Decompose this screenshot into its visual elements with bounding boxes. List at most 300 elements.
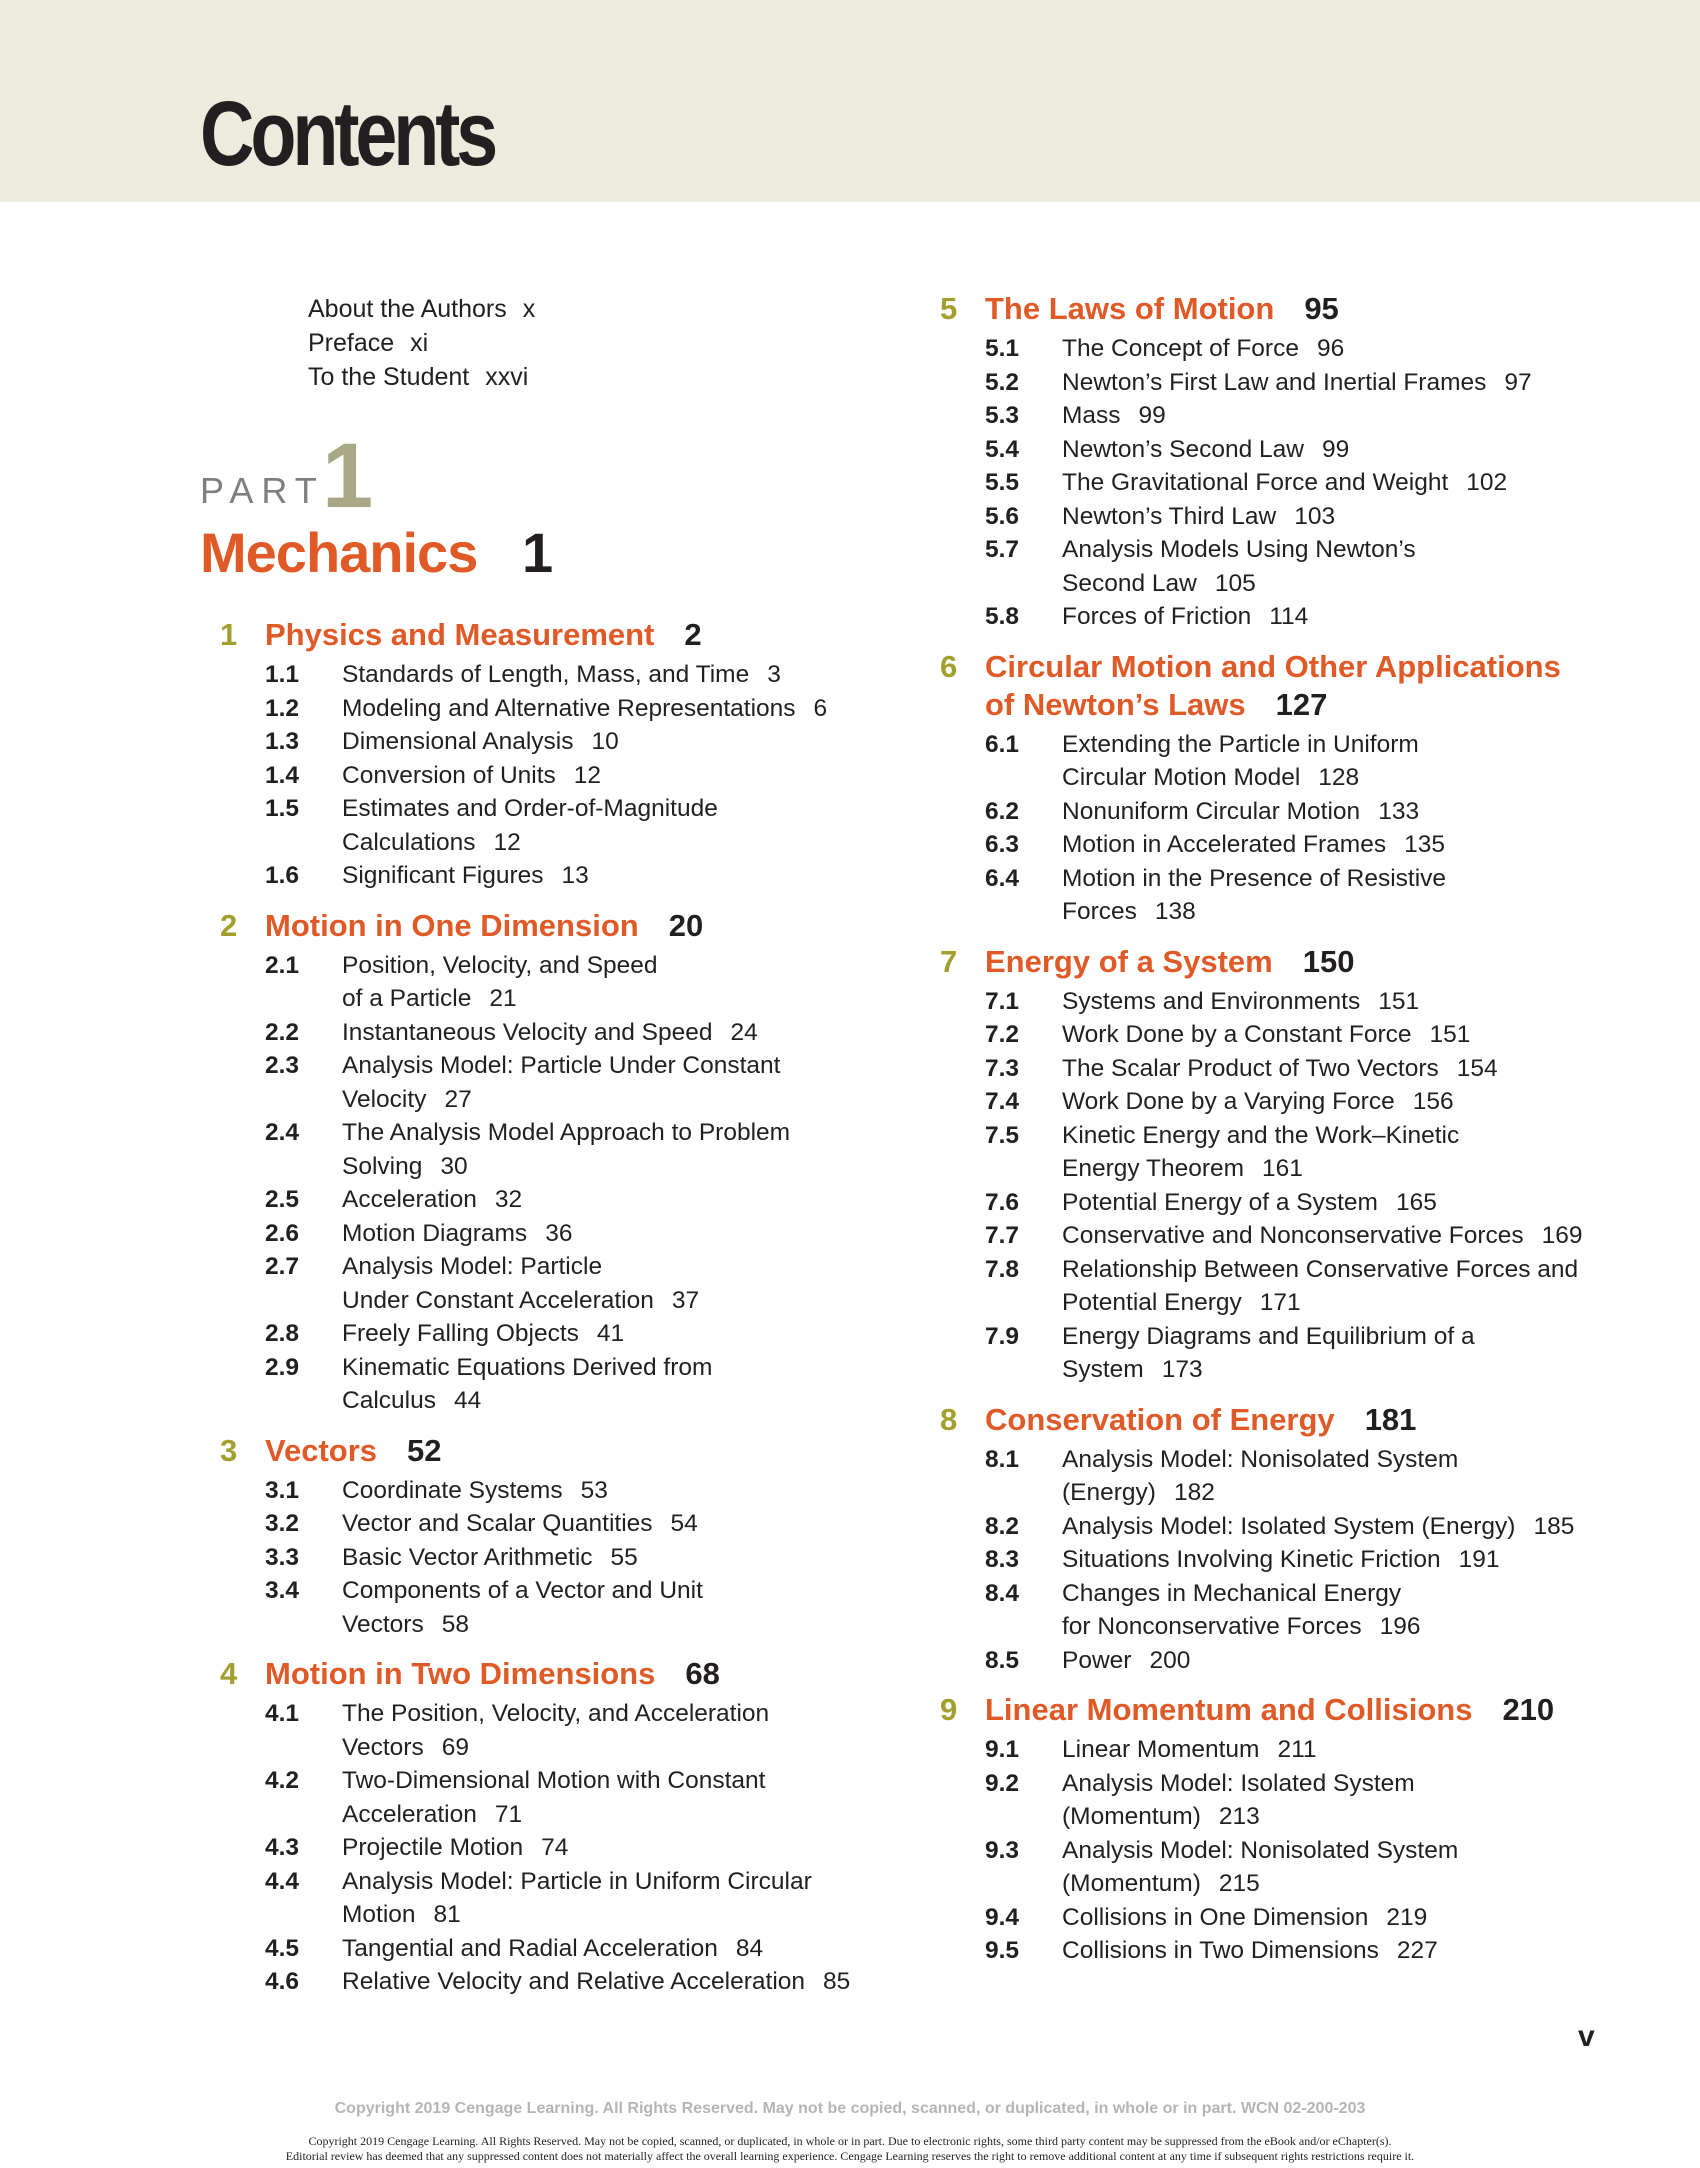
section-title: Potential Energy of a System [1062,1188,1378,1216]
toc-column-right [940,290,1640,1968]
section-title: Projectile Motion [342,1834,524,1861]
section-entry[interactable] [940,366,1640,400]
section-entry[interactable] [940,1577,1640,1644]
section-page: 97 [1504,368,1532,396]
chapter-spacer [220,1641,880,1655]
front-matter-list [308,292,535,394]
section-number: 7.7 [985,1222,1020,1249]
section-entry[interactable] [940,1253,1640,1320]
section-page: 27 [444,1085,472,1113]
section-number: 4.4 [265,1867,300,1895]
section-entry[interactable] [220,1183,880,1217]
chapter-heading[interactable] [940,943,1640,981]
section-title: Kinematic Equations Derived from [342,1353,713,1381]
section-number: 2.4 [265,1119,300,1146]
front-matter-page: xxvi [485,363,529,391]
section-entry[interactable] [220,859,880,893]
section-entry[interactable] [940,728,1640,795]
section-page: 102 [1466,469,1508,496]
section-title: Newton’s Third Law [1062,502,1277,530]
section-entry[interactable] [220,1049,880,1116]
section-entry[interactable] [940,828,1640,862]
front-matter-label: Preface [308,329,395,357]
section-title: Basic Vector Arithmetic [342,1543,593,1571]
section-title: Forces of Friction [1062,603,1252,630]
section-page: 21 [489,985,517,1012]
section-entry[interactable] [220,949,880,1016]
front-matter-page: xi [410,329,429,357]
section-title: Newton’s First Law and Inertial Frames [1062,368,1487,396]
section-page: 55 [610,1543,638,1571]
section-page: 154 [1456,1054,1498,1082]
section-number: 5.5 [985,469,1020,496]
part-title[interactable]: Mechanics [200,521,478,584]
toc-column-left [220,616,880,1999]
section-entry[interactable] [220,1351,880,1418]
section-entry[interactable] [940,466,1640,500]
section-title: Mass [1062,402,1121,429]
chapter-8 [940,1401,1640,1678]
section-title: Energy Diagrams and Equilibrium of a [1062,1322,1475,1350]
section-number: 8.2 [985,1512,1020,1540]
section-page: 103 [1294,502,1336,530]
section-entry[interactable] [220,1831,880,1865]
chapter-number: 7 [940,943,958,979]
section-entry[interactable] [940,1085,1640,1119]
section-title: Analysis Model: Nonisolated System [1062,1836,1459,1864]
chapter-heading[interactable] [940,1691,1640,1729]
chapter-page: 68 [685,1656,720,1691]
chapter-2 [220,907,880,1418]
section-number: 4.2 [265,1767,300,1794]
section-title: Coordinate Systems [342,1476,563,1504]
front-matter-label: About the Authors [308,295,507,323]
section-title: Collisions in One Dimension [1062,1903,1369,1931]
copyright-footer [0,2134,1700,2164]
chapter-spacer [940,1387,1640,1401]
section-title: Position, Velocity, and Speed [342,951,658,979]
chapter-heading[interactable] [220,1655,880,1693]
section-number: 9.5 [985,1937,1020,1964]
section-number: 2.5 [265,1186,300,1213]
chapter-page: 127 [1275,686,1328,722]
section-title: Forces [1062,898,1137,925]
chapter-6 [940,648,1640,929]
section-title: Two-Dimensional Motion with Constant [342,1767,766,1794]
section-title: Vectors [342,1733,424,1761]
section-entry[interactable] [940,1443,1640,1510]
section-number: 7.1 [985,987,1020,1015]
section-page: 37 [671,1286,700,1314]
chapter-title: Linear Momentum and Collisions [985,1692,1473,1727]
section-number: 4.3 [265,1834,300,1861]
front-matter-label: To the Student [308,363,470,391]
section-title: (Momentum) [1062,1870,1201,1897]
section-number: 1.2 [265,694,300,722]
section-entry[interactable] [220,1474,880,1508]
section-title: Motion [342,1901,416,1928]
copyright-watermark: Copyright 2019 Cengage Learning. All Rights Reserved. May not be copied, scanned, or duplicated, in whole or in part. WCN 02-200-203 [334,2100,1366,2117]
chapter-title: The Laws of Motion [985,291,1275,326]
section-number: 7.9 [985,1322,1020,1350]
section-title: Motion in Accelerated Frames [1062,831,1387,858]
section-entry[interactable] [940,600,1640,634]
section-page: 161 [1262,1155,1303,1182]
section-entry[interactable] [940,1119,1640,1186]
section-entry[interactable] [220,1507,880,1541]
chapter-title: Circular Motion and Other Applications [985,648,1561,684]
section-number: 5.1 [985,335,1020,362]
section-title: Analysis Model: Particle in Uniform Circular [342,1867,812,1895]
section-entry[interactable] [940,1767,1640,1834]
section-title: Solving [342,1152,423,1180]
section-page: 6 [813,694,828,722]
section-title: Under Constant Acceleration [342,1286,654,1314]
section-title: Dimensional Analysis [342,728,574,755]
section-title: Standards of Length, Mass, and Time [342,661,750,688]
section-page: 12 [493,828,521,856]
section-title: Analysis Model: Isolated System [1062,1769,1415,1797]
section-entry[interactable] [220,1764,880,1831]
section-page: 227 [1396,1937,1438,1964]
section-title: Acceleration [342,1800,477,1828]
section-number: 6.3 [985,831,1020,858]
section-number: 5.6 [985,502,1020,530]
chapter-spacer [940,634,1640,648]
section-entry[interactable] [940,1052,1640,1086]
chapter-spacer [940,929,1640,943]
section-entry[interactable] [220,1317,880,1351]
section-page: 114 [1269,603,1309,630]
section-title: Analysis Model: Particle [342,1253,603,1280]
section-number: 2.9 [265,1353,300,1381]
section-page: 44 [453,1387,482,1414]
page-title: Contents [200,83,495,185]
section-number: 7.4 [985,1088,1020,1115]
section-entry[interactable] [220,1965,880,1999]
section-entry[interactable] [220,692,880,726]
section-page: 211 [1277,1736,1317,1763]
chapter-7 [940,943,1640,1387]
section-number: 4.1 [265,1700,300,1727]
section-number: 7.8 [985,1255,1020,1283]
section-entry[interactable] [940,1186,1640,1220]
chapter-9 [940,1691,1640,1968]
section-title: Conservative and Nonconservative Forces [1062,1222,1524,1249]
section-page: 191 [1458,1546,1500,1573]
section-page: 84 [735,1934,764,1962]
section-number: 7.6 [985,1188,1020,1216]
section-number: 1.1 [265,661,300,688]
section-title: The Gravitational Force and Weight [1062,469,1449,496]
section-title: Motion Diagrams [342,1219,528,1247]
section-title: Vector and Scalar Quantities [342,1510,653,1537]
section-page: 3 [767,661,781,688]
section-title: System [1062,1356,1144,1383]
section-number: 9.3 [985,1836,1020,1864]
section-title: Freely Falling Objects [342,1320,579,1347]
section-number: 3.4 [265,1577,300,1604]
section-title: Linear Momentum [1062,1736,1260,1763]
front-matter-item[interactable] [308,292,535,326]
section-entry[interactable] [940,500,1640,534]
section-number: 9.2 [985,1769,1020,1797]
section-title: Potential Energy [1062,1289,1242,1316]
section-page: 151 [1378,987,1420,1015]
section-title: The Analysis Model Approach to Problem [342,1119,791,1146]
section-number: 1.4 [265,761,300,789]
section-page: 171 [1259,1289,1301,1316]
section-page: 36 [545,1219,573,1247]
part-page: 1 [522,521,554,584]
section-entry[interactable] [940,1934,1640,1968]
chapter-page: 150 [1302,943,1355,979]
section-number: 6.4 [985,864,1020,892]
section-entry[interactable] [940,399,1640,433]
section-number: 2.2 [265,1018,300,1046]
section-entry[interactable] [940,1733,1640,1767]
section-title: Motion in the Presence of Resistive [1062,864,1447,892]
chapter-page: 2 [684,617,702,652]
section-entry[interactable] [220,1250,880,1317]
section-page: 10 [591,728,619,755]
section-number: 1.6 [265,862,300,889]
chapter-heading[interactable] [940,290,1640,328]
chapter-page: 20 [668,907,704,943]
section-entry[interactable] [940,1644,1640,1678]
section-page: 54 [670,1510,698,1537]
section-title: Vectors [342,1610,424,1638]
section-page: 41 [596,1320,625,1347]
section-page: 185 [1533,1512,1575,1540]
section-entry[interactable] [220,792,880,859]
front-matter-item[interactable] [308,326,535,360]
section-page: 165 [1395,1188,1437,1216]
section-page: 138 [1154,898,1196,925]
section-page: 85 [823,1968,851,1995]
chapter-heading[interactable] [220,907,880,945]
section-title: The Position, Velocity, and Acceleration [342,1700,770,1727]
section-page: 196 [1379,1613,1421,1640]
chapter-heading[interactable] [940,648,1640,724]
section-title: Circular Motion Model [1062,764,1301,791]
section-page: 69 [441,1733,469,1761]
chapter-heading[interactable] [220,1432,880,1470]
section-page: 173 [1161,1356,1203,1383]
section-entry[interactable] [220,725,880,759]
chapter-number: 9 [940,1692,958,1727]
section-number: 9.4 [985,1903,1020,1931]
chapter-4 [220,1655,880,1999]
section-page: 105 [1214,569,1256,597]
section-entry[interactable] [940,1219,1640,1253]
section-page: 53 [580,1476,608,1504]
chapter-title: Energy of a System [985,943,1273,979]
chapter-5 [940,290,1640,634]
section-number: 2.7 [265,1253,300,1280]
chapter-heading[interactable] [220,616,880,654]
copyright-footer-line: Editorial review has deemed that any suppressed content does not materially affect the overall learning experience. Cengage Learning reserves the right to remove additional content at any time if subsequent rights restrictions require it. [285,2149,1415,2163]
section-title: Kinetic Energy and the Work–Kinetic [1062,1121,1460,1149]
section-title: The Concept of Force [1062,335,1299,362]
section-title: Calculations [342,828,476,856]
chapter-spacer [220,893,880,907]
section-title: Relative Velocity and Relative Acceleration [342,1968,806,1995]
chapter-1 [220,616,880,893]
chapter-number: 2 [220,907,238,943]
section-title: Modeling and Alternative Representations [342,694,796,722]
chapter-number: 8 [940,1401,958,1437]
chapter-page: 181 [1364,1401,1417,1437]
section-entry[interactable] [220,1016,880,1050]
section-title: The Scalar Product of Two Vectors [1062,1054,1439,1082]
chapter-heading[interactable] [940,1401,1640,1439]
chapter-number: 1 [220,617,238,652]
section-number: 7.2 [985,1021,1020,1048]
section-title: Changes in Mechanical Energy [1062,1579,1402,1607]
section-title: Extending the Particle in Uniform [1062,730,1419,758]
section-number: 7.5 [985,1121,1020,1149]
section-entry[interactable] [940,332,1640,366]
section-entry[interactable] [220,1217,880,1251]
section-entry[interactable] [940,985,1640,1019]
section-number: 8.1 [985,1445,1020,1473]
chapter-page: 52 [407,1432,442,1468]
chapter-spacer [940,1677,1640,1691]
section-entry[interactable] [940,1018,1640,1052]
section-title: Relationship Between Conservative Forces and [1062,1255,1579,1283]
section-entry[interactable] [220,1932,880,1966]
section-page: 30 [440,1152,468,1180]
section-entry[interactable] [220,1697,880,1764]
section-entry[interactable] [940,862,1640,929]
section-title: Components of a Vector and Unit [342,1577,703,1604]
section-page: 156 [1412,1088,1454,1115]
section-page: 151 [1429,1021,1471,1048]
section-title: Collisions in Two Dimensions [1062,1937,1379,1964]
section-title: Energy Theorem [1062,1155,1245,1182]
section-number: 5.4 [985,435,1020,463]
page-numeral: v [1578,2020,1595,2053]
front-matter-page: x [522,295,536,323]
section-title: for Nonconservative Forces [1062,1613,1362,1640]
section-entry[interactable] [940,1901,1640,1935]
section-entry[interactable] [220,759,880,793]
section-page: 24 [730,1018,758,1046]
chapter-page: 210 [1502,1692,1555,1727]
section-page: 219 [1386,1903,1428,1931]
section-page: 215 [1218,1870,1260,1897]
chapter-title: Conservation of Energy [985,1401,1335,1437]
section-number: 8.5 [985,1646,1020,1674]
section-title: Work Done by a Varying Force [1062,1088,1395,1115]
section-number: 6.1 [985,730,1020,758]
section-title: Analysis Models Using Newton’s [1062,536,1416,563]
section-number: 5.2 [985,368,1020,396]
part-number: 1 [322,425,374,527]
section-number: 3.3 [265,1543,300,1571]
section-title: Conversion of Units [342,761,556,789]
section-page: 74 [541,1834,569,1861]
section-number: 2.6 [265,1219,300,1247]
section-entry[interactable] [220,1865,880,1932]
section-title: (Momentum) [1062,1803,1201,1830]
chapter-spacer [220,1418,880,1432]
section-page: 99 [1321,435,1350,463]
section-entry[interactable] [940,795,1640,829]
section-title: of a Particle [342,985,472,1012]
chapter-number: 5 [940,291,958,326]
section-title: Analysis Model: Nonisolated System [1062,1445,1459,1473]
section-title: Significant Figures [342,862,544,889]
section-title: Newton’s Second Law [1062,435,1304,463]
section-number: 5.8 [985,603,1020,630]
chapter-title: Motion in Two Dimensions [265,1656,656,1691]
section-title: Analysis Model: Isolated System (Energy) [1062,1512,1516,1540]
copyright-footer-line: Copyright 2019 Cengage Learning. All Rights Reserved. May not be copied, scanned, or duplicated, in whole or in part. Due to electronic rights, some third party content may be suppressed from the eBook and/or eChapter(s). [308,2134,1392,2148]
section-title: (Energy) [1062,1479,1156,1506]
section-number: 3.1 [265,1476,300,1504]
section-title: Analysis Model: Particle Under Constant [342,1052,781,1079]
section-entry[interactable] [940,433,1640,467]
section-entry[interactable] [940,1834,1640,1901]
chapter-number: 3 [220,1432,238,1468]
front-matter-item[interactable] [308,360,535,394]
section-entry[interactable] [220,658,880,692]
chapter-title: Motion in One Dimension [265,907,639,943]
section-number: 2.8 [265,1320,300,1347]
section-number: 3.2 [265,1510,300,1537]
section-title: Tangential and Radial Acceleration [342,1934,718,1962]
section-number: 2.3 [265,1052,300,1079]
part-label: PART [200,470,325,511]
section-number: 5.7 [985,536,1020,563]
section-title: Calculus [342,1387,436,1414]
chapter-3 [220,1432,880,1642]
section-number: 6.2 [985,797,1020,825]
section-number: 2.1 [265,951,300,979]
section-number: 4.6 [265,1968,300,1995]
section-page: 135 [1404,831,1445,858]
section-page: 133 [1378,797,1420,825]
section-page: 182 [1173,1479,1215,1506]
section-title: Systems and Environments [1062,987,1361,1015]
section-title: Instantaneous Velocity and Speed [342,1018,713,1046]
section-entry[interactable] [940,1510,1640,1544]
section-entry[interactable] [940,533,1640,600]
section-number: 5.3 [985,402,1020,429]
section-title: Second Law [1062,569,1197,597]
section-title: Acceleration [342,1186,477,1213]
section-number: 8.4 [985,1579,1020,1607]
section-entry[interactable] [220,1541,880,1575]
section-number: 1.3 [265,728,300,755]
section-entry[interactable] [940,1543,1640,1577]
section-page: 169 [1541,1222,1583,1249]
section-number: 9.1 [985,1736,1020,1763]
section-entry[interactable] [220,1574,880,1641]
section-title: Nonuniform Circular Motion [1062,797,1361,825]
section-number: 8.3 [985,1546,1020,1573]
section-page: 13 [561,862,589,889]
section-page: 71 [494,1800,523,1828]
section-page: 12 [573,761,602,789]
section-entry[interactable] [940,1320,1640,1387]
chapter-number: 6 [940,648,958,684]
section-entry[interactable] [220,1116,880,1183]
section-page: 213 [1218,1803,1260,1830]
section-number: 1.5 [265,795,300,822]
